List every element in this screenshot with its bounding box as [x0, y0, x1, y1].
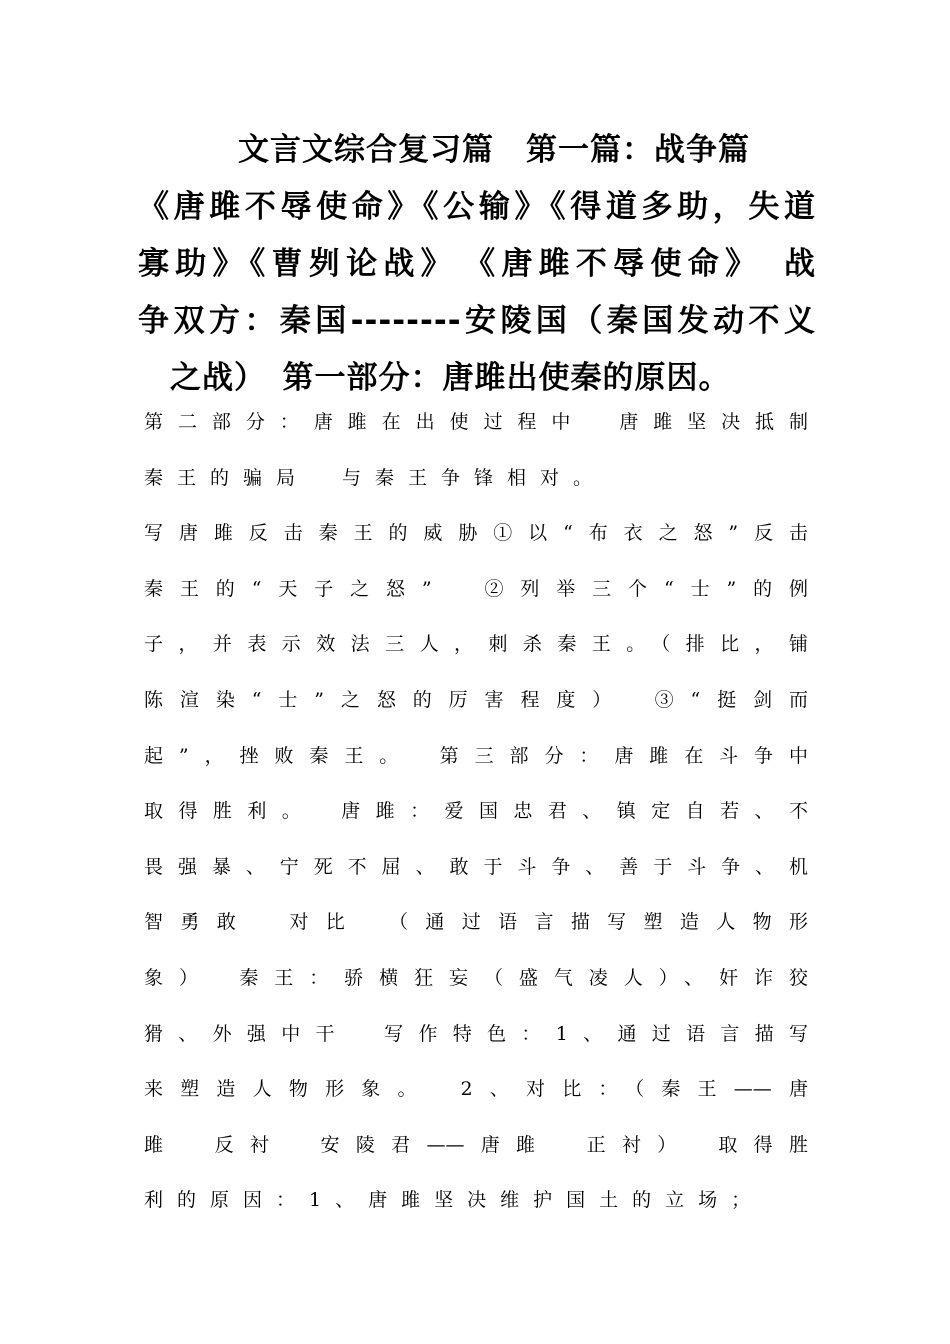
- body-line: 象） 秦王：骄横狂妄（盛气凌人）、奸诈狡: [144, 966, 808, 989]
- document-heading: [138, 122, 816, 407]
- body-line: 第二部分：唐雎在出使过程中 唐雎坚决抵制: [144, 411, 808, 433]
- body-line: 来塑造人物形象。 2、对比：（秦王——唐: [144, 1078, 808, 1101]
- body-line: 秦王的“天子之怒” ②列举三个“士”的例: [144, 577, 808, 600]
- body-line: 取得胜利。 唐雎：爱国忠君、镇定自若、不: [144, 800, 808, 823]
- body-line: 陈渲染“士”之怒的厉害程度） ③“挺剑而: [144, 688, 808, 711]
- body-line: 利的原因：1、唐雎坚决维护国土的立场；: [144, 1189, 765, 1212]
- body-line: 智勇敢 对比 （通过语言描写塑造人物形: [144, 911, 808, 934]
- body-line: 秦王的骗局 与秦王争锋相对。: [144, 466, 607, 489]
- heading-line-2: 《唐雎不辱使命》《公输》《得道多助，失道: [138, 189, 816, 225]
- body-line: 畏强暴、宁死不屈、敢于斗争、善于斗争、机: [144, 855, 808, 878]
- heading-line-5: 之战） 第一部分：唐雎出使秦的原因。: [170, 360, 731, 396]
- body-line: 写唐雎反击秦王的威胁①以“布衣之怒”反击: [144, 522, 808, 545]
- body-line: 子，并表示效法三人，刺杀秦王。（排比，铺: [144, 633, 808, 656]
- heading-line-4: 争双方：秦国--------安陵国（秦国发动不义: [138, 303, 816, 339]
- body-line: 猾、外强中干 写作特色：1、通过语言描写: [144, 1022, 808, 1045]
- body-line: 起”，挫败秦王。 第三部分：唐雎在斗争中: [144, 744, 808, 767]
- heading-line-3: 寡助》《曹刿论战》 《唐雎不辱使命》 战: [138, 246, 816, 282]
- heading-line-1: 文言文综合复习篇 第一篇：战争篇: [238, 132, 750, 168]
- body-line: 雎 反衬 安陵君——唐雎 正衬） 取得胜: [144, 1133, 808, 1156]
- document-body: [144, 395, 808, 1229]
